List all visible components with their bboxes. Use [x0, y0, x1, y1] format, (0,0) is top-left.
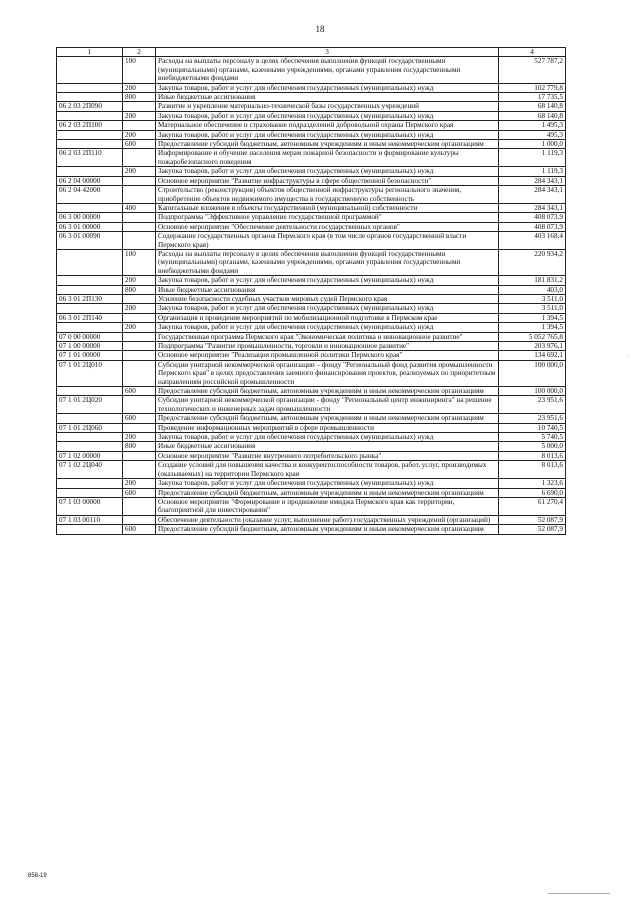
code-cell: 06 3 00 00000 — [57, 213, 123, 222]
item-name-cell: Субсидии унитарной некоммерческой организации – фонду "Региональный фонд развития промышленности Пермского края" в целях предоставления заемного финансирования проектов, реализуемых по приоритетным направлениям российской промышленности — [156, 360, 499, 386]
page-number: 18 — [315, 24, 325, 34]
margin-mark: · — [626, 352, 629, 360]
amount-cell: 220 934,2 — [499, 249, 566, 275]
table-row — [57, 515, 566, 524]
expense-kind-cell — [123, 186, 156, 204]
amount-cell: 284 343,1 — [499, 176, 566, 185]
budget-table — [56, 47, 566, 535]
code-cell — [57, 414, 123, 423]
amount-cell: 3 511,0 — [499, 294, 566, 303]
table-row — [57, 203, 566, 212]
table-row — [57, 479, 566, 488]
item-name-cell: Закупка товаров, работ и услуг для обеспечения государственных (муниципальных) нужд — [156, 276, 499, 285]
code-cell: 07 1 03 00110 — [57, 515, 123, 524]
expense-kind-cell — [123, 451, 156, 460]
expense-kind-cell: 600 — [123, 140, 156, 149]
code-cell: 06 3 01 2П130 — [57, 294, 123, 303]
item-name-cell: Закупка товаров, работ и услуг для обеспечения государственных (муниципальных) нужд — [156, 167, 499, 176]
table-row — [57, 387, 566, 396]
item-name-cell: Предоставление субсидий бюджетным, автономным учреждениям и иным некоммерческим организациям — [156, 525, 499, 534]
header-cell-code: 1 — [57, 48, 123, 57]
expense-kind-cell — [123, 515, 156, 524]
expense-kind-cell — [123, 121, 156, 130]
item-name-cell: Предоставление субсидий бюджетным, автономным учреждениям и иным некоммерческим организациям — [156, 414, 499, 423]
table-row — [57, 360, 566, 386]
item-name-cell: Закупка товаров, работ и услуг для обеспечения государственных (муниципальных) нужд — [156, 479, 499, 488]
header-cell-kind: 2 — [123, 48, 156, 57]
amount-cell: 17 735,5 — [499, 93, 566, 102]
table-row — [57, 111, 566, 120]
amount-cell: 408 073,9 — [499, 222, 566, 231]
expense-kind-cell — [123, 396, 156, 414]
item-name-cell: Обеспечение деятельности (оказание услуг, выполнение работ) государственных учреждений (организаций) — [156, 515, 499, 524]
expense-kind-cell: 600 — [123, 488, 156, 497]
code-cell — [57, 479, 123, 488]
code-cell: 07 1 00 00000 — [57, 342, 123, 351]
item-name-cell: Создание условий для повышения качества и конкурентоспособности товаров, работ, услуг, производимых (оказываемых) на территории Пермского края — [156, 461, 499, 479]
table-row — [57, 342, 566, 351]
expense-kind-cell — [123, 423, 156, 432]
item-name-cell: Расходы на выплаты персоналу в целях обеспечения выполнения функций государственными (муниципальными) органами, казенными учреждениями, органами управления государственными внебюджетными фондами — [156, 57, 499, 83]
header-cell-amount: 4 — [499, 48, 566, 57]
item-name-cell: Закупка товаров, работ и услуг для обеспечения государственных (муниципальных) нужд — [156, 433, 499, 442]
item-name-cell: Основное мероприятие "Обеспечение деятельности государственных органов" — [156, 222, 499, 231]
expense-kind-cell — [123, 351, 156, 360]
table-row — [57, 351, 566, 360]
expense-kind-cell: 200 — [123, 83, 156, 92]
table-row — [57, 276, 566, 285]
amount-cell: 68 140,8 — [499, 111, 566, 120]
amount-cell: 203 976,1 — [499, 342, 566, 351]
code-cell: 07 1 02 2Ц040 — [57, 461, 123, 479]
table-row — [57, 332, 566, 341]
expense-kind-cell: 600 — [123, 525, 156, 534]
item-name-cell: Проведение информационных мероприятий в сфере промышленности — [156, 423, 499, 432]
table-row — [57, 83, 566, 92]
code-cell: 06 3 01 00090 — [57, 232, 123, 250]
item-name-cell: Закупка товаров, работ и услуг для обеспечения государственных (муниципальных) нужд — [156, 111, 499, 120]
code-cell — [57, 203, 123, 212]
expense-kind-cell: 200 — [123, 479, 156, 488]
table-row — [57, 423, 566, 432]
amount-cell: 1 495,3 — [499, 121, 566, 130]
code-cell — [57, 167, 123, 176]
item-name-cell: Предоставление субсидий бюджетным, автономным учреждениям и иным некоммерческим организациям — [156, 140, 499, 149]
code-cell — [57, 387, 123, 396]
amount-cell: 8 013,6 — [499, 451, 566, 460]
expense-kind-cell — [123, 213, 156, 222]
expense-kind-cell: 800 — [123, 442, 156, 451]
amount-cell: 68 140,8 — [499, 102, 566, 111]
code-cell — [57, 140, 123, 149]
item-name-cell: Организация и проведение мероприятий по мобилизационной подготовке в Пермском крае — [156, 313, 499, 322]
item-name-cell: Иные бюджетные ассигнования — [156, 285, 499, 294]
table-row — [57, 121, 566, 130]
expense-kind-cell: 200 — [123, 276, 156, 285]
amount-cell: 6 690,0 — [499, 488, 566, 497]
expense-kind-cell: 600 — [123, 387, 156, 396]
expense-kind-cell: 800 — [123, 285, 156, 294]
expense-kind-cell: 800 — [123, 93, 156, 102]
table-row — [57, 140, 566, 149]
amount-cell: 8 013,6 — [499, 461, 566, 479]
item-name-cell: Основное мероприятие "Развитие внутреннего потребительского рынка" — [156, 451, 499, 460]
table-row — [57, 433, 566, 442]
item-name-cell: Иные бюджетные ассигнования — [156, 93, 499, 102]
item-name-cell: Материальное обеспечение и страхование подразделений добровольной охраны Пермского края — [156, 121, 499, 130]
expense-kind-cell — [123, 313, 156, 322]
expense-kind-cell: 200 — [123, 111, 156, 120]
table-row — [57, 525, 566, 534]
item-name-cell: Развитие и укрепление материально-технической базы государственных учреждений — [156, 102, 499, 111]
code-cell: 06 2 03 2П090 — [57, 102, 123, 111]
table-row — [57, 130, 566, 139]
expense-kind-cell — [123, 360, 156, 386]
code-cell — [57, 304, 123, 313]
expense-kind-cell — [123, 294, 156, 303]
expense-kind-cell: 200 — [123, 304, 156, 313]
item-name-cell: Расходы на выплаты персоналу в целях обеспечения выполнения функций государственными (муниципальными) органами, казенными учреждениями, органами управления государственными внебюджетными фондами — [156, 249, 499, 275]
item-name-cell: Усиление безопасности судебных участков мировых судей Пермского края — [156, 294, 499, 303]
item-name-cell: Закупка товаров, работ и услуг для обеспечения государственных (муниципальных) нужд — [156, 323, 499, 332]
item-name-cell: Содержание государственных органов Пермского края (в том числе органов государственной власти Пермского края) — [156, 232, 499, 250]
expense-kind-cell: 200 — [123, 167, 156, 176]
expense-kind-cell — [123, 102, 156, 111]
code-cell — [57, 93, 123, 102]
amount-cell: 1 000,0 — [499, 140, 566, 149]
expense-kind-cell — [123, 497, 156, 515]
code-cell — [57, 83, 123, 92]
item-name-cell: Основное мероприятие "Развитие инфраструктуры в сфере общественной безопасности" — [156, 176, 499, 185]
amount-cell: 23 951,6 — [499, 396, 566, 414]
amount-cell: 100 000,0 — [499, 387, 566, 396]
table-row — [57, 304, 566, 313]
item-name-cell: Государственная программа Пермского края "Экономическая политика и инновационное развитие" — [156, 332, 499, 341]
table-row — [57, 396, 566, 414]
table-row — [57, 323, 566, 332]
code-cell: 07 1 01 2Ц020 — [57, 396, 123, 414]
amount-cell: 52 087,9 — [499, 525, 566, 534]
expense-kind-cell — [123, 461, 156, 479]
code-cell: 07 1 01 2Ц010 — [57, 360, 123, 386]
amount-cell: 23 951,6 — [499, 414, 566, 423]
item-name-cell: Подпрограмма "Эффективное управление государственной программой" — [156, 213, 499, 222]
table-row — [57, 497, 566, 515]
header-cell-name: 3 — [156, 48, 499, 57]
item-name-cell: Капитальные вложения в объекты государственной (муниципальной) собственности — [156, 203, 499, 212]
amount-cell: 408 073,9 — [499, 213, 566, 222]
table-row — [57, 294, 566, 303]
amount-cell: 100 000,0 — [499, 360, 566, 386]
amount-cell: 5 000,0 — [499, 442, 566, 451]
expense-kind-cell: 200 — [123, 433, 156, 442]
amount-cell: 1 119,3 — [499, 149, 566, 167]
footer-code: 858-19 — [28, 873, 47, 879]
item-name-cell: Предоставление субсидий бюджетным, автономным учреждениям и иным некоммерческим организациям — [156, 387, 499, 396]
amount-cell: 495,3 — [499, 130, 566, 139]
expense-kind-cell: 200 — [123, 323, 156, 332]
amount-cell: 5 052 765,8 — [499, 332, 566, 341]
table-row — [57, 222, 566, 231]
amount-cell: 1 394,5 — [499, 313, 566, 322]
code-cell: 06 2 04 00000 — [57, 176, 123, 185]
table-row — [57, 285, 566, 294]
table-row — [57, 93, 566, 102]
item-name-cell: Субсидии унитарной некоммерческой организации - фонду "Региональный центр инжиниринга" на решение технологических и инженерных задач промышленности — [156, 396, 499, 414]
code-cell — [57, 323, 123, 332]
expense-kind-cell: 100 — [123, 57, 156, 83]
table-row — [57, 176, 566, 185]
item-name-cell: Строительство (реконструкция) объектов общественной инфраструктуры регионального значения, приобретение объектов недвижимого имущества в государственную собственность — [156, 186, 499, 204]
amount-cell: 1 394,5 — [499, 323, 566, 332]
amount-cell: 527 787,2 — [499, 57, 566, 83]
table-row — [57, 213, 566, 222]
table-row — [57, 57, 566, 83]
code-cell — [57, 276, 123, 285]
code-cell — [57, 525, 123, 534]
table-body — [57, 57, 566, 534]
table-row — [57, 232, 566, 250]
table-row — [57, 167, 566, 176]
amount-cell: 5 740,5 — [499, 433, 566, 442]
code-cell: 06 3 01 2П140 — [57, 313, 123, 322]
expense-kind-cell: 100 — [123, 249, 156, 275]
expense-kind-cell — [123, 222, 156, 231]
table-row — [57, 451, 566, 460]
expense-kind-cell — [123, 232, 156, 250]
code-cell: 07 1 02 00000 — [57, 451, 123, 460]
code-cell — [57, 249, 123, 275]
code-cell: 06 2 03 2П100 — [57, 121, 123, 130]
expense-kind-cell — [123, 176, 156, 185]
amount-cell: 3 511,0 — [499, 304, 566, 313]
amount-cell: 1 323,6 — [499, 479, 566, 488]
item-name-cell: Подпрограмма "Развитие промышленности, торговли и инновационное развитие" — [156, 342, 499, 351]
table-row — [57, 313, 566, 322]
code-cell: 07 1 01 2Ц060 — [57, 423, 123, 432]
expense-kind-cell — [123, 149, 156, 167]
amount-cell: 134 692,1 — [499, 351, 566, 360]
table-row — [57, 461, 566, 479]
item-name-cell: Основное мероприятие "Формирование и продвижение имиджа Пермского края как территории, благоприятной для инвестирования" — [156, 497, 499, 515]
code-cell: 06 2 03 2П110 — [57, 149, 123, 167]
item-name-cell: Основное мероприятие "Реализация промышленной политики Пермского края" — [156, 351, 499, 360]
code-cell — [57, 442, 123, 451]
amount-cell: 102 779,8 — [499, 83, 566, 92]
expense-kind-cell: 600 — [123, 414, 156, 423]
expense-kind-cell — [123, 332, 156, 341]
item-name-cell: Иные бюджетные ассигнования — [156, 442, 499, 451]
item-name-cell: Закупка товаров, работ и услуг для обеспечения государственных (муниципальных) нужд — [156, 304, 499, 313]
code-cell: 06 3 01 00000 — [57, 222, 123, 231]
code-cell — [57, 57, 123, 83]
expense-kind-cell: 200 — [123, 130, 156, 139]
amount-cell: 61 270,4 — [499, 497, 566, 515]
table-row — [57, 442, 566, 451]
code-cell: 07 1 01 00000 — [57, 351, 123, 360]
code-cell: 07 0 00 00000 — [57, 332, 123, 341]
code-cell — [57, 433, 123, 442]
amount-cell: 10 740,5 — [499, 423, 566, 432]
table-header-row — [57, 48, 566, 57]
amount-cell: 403 168,4 — [499, 232, 566, 250]
table-row — [57, 488, 566, 497]
amount-cell: 52 087,9 — [499, 515, 566, 524]
code-cell — [57, 130, 123, 139]
table-row — [57, 149, 566, 167]
amount-cell: 284 343,1 — [499, 203, 566, 212]
table-row — [57, 414, 566, 423]
expense-kind-cell — [123, 342, 156, 351]
item-name-cell: Информирование и обучение населения мерам пожарной безопасности и формирование культуры пожаробезопасного поведения — [156, 149, 499, 167]
code-cell — [57, 285, 123, 294]
amount-cell: 403,0 — [499, 285, 566, 294]
code-cell: 06 2 04 42000 — [57, 186, 123, 204]
amount-cell: 181 831,2 — [499, 276, 566, 285]
code-cell — [57, 488, 123, 497]
table-row — [57, 102, 566, 111]
item-name-cell: Предоставление субсидий бюджетным, автономным учреждениям и иным некоммерческим организациям — [156, 488, 499, 497]
amount-cell: 1 119,3 — [499, 167, 566, 176]
page-edge-line — [548, 893, 610, 894]
code-cell — [57, 111, 123, 120]
amount-cell: 284 343,1 — [499, 186, 566, 204]
table-row — [57, 249, 566, 275]
table-row — [57, 186, 566, 204]
expense-kind-cell: 400 — [123, 203, 156, 212]
code-cell: 07 1 03 00000 — [57, 497, 123, 515]
item-name-cell: Закупка товаров, работ и услуг для обеспечения государственных (муниципальных) нужд — [156, 83, 499, 92]
item-name-cell: Закупка товаров, работ и услуг для обеспечения государственных (муниципальных) нужд — [156, 130, 499, 139]
